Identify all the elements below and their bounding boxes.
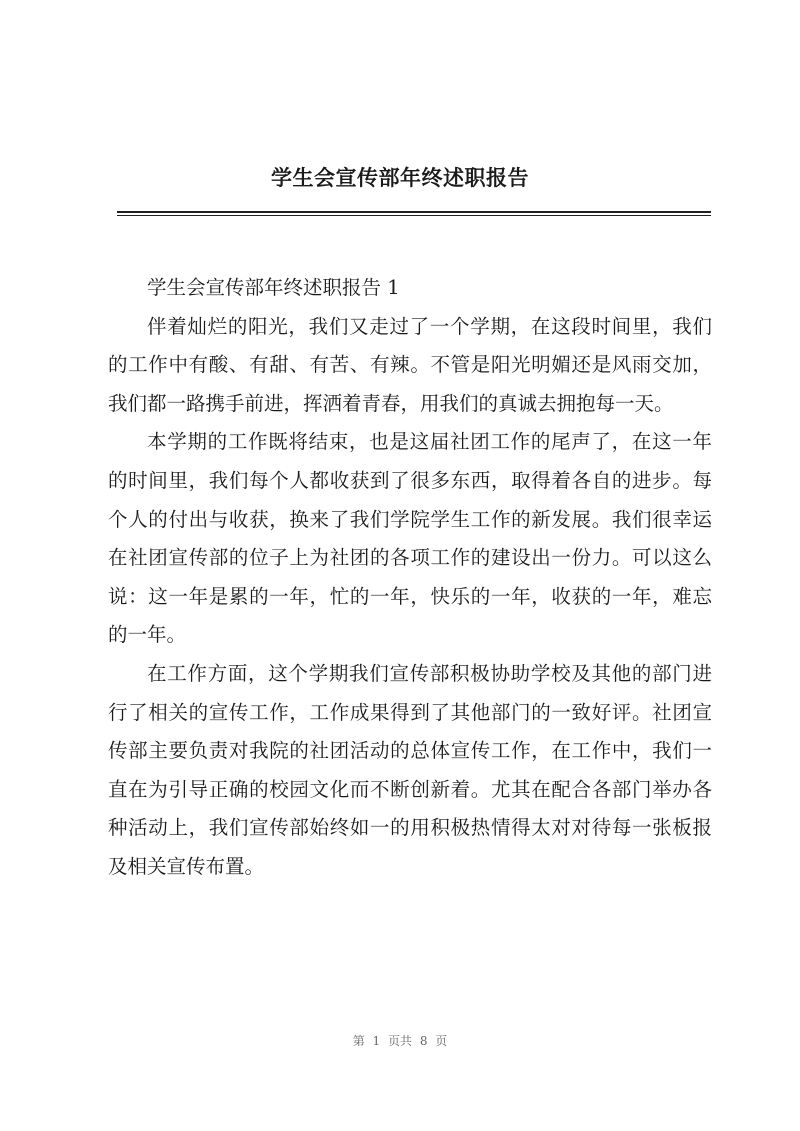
section-heading: 学生会宣传部年终述职报告 1 <box>147 276 400 299</box>
paragraph: 伴着灿烂的阳光，我们又走过了一个学期，在这段时间里，我们的工作中有酸、有甜、有苦、有辣。不管是阳光明媚还是风雨交加，我们都一路携手前进，挥洒着青春，用我们的真诚去拥抱每一天。 <box>108 314 712 415</box>
page-number: 第 1 页共 8 页 <box>352 1034 448 1048</box>
page-title: 学生会宣传部年终述职报告 <box>271 165 529 190</box>
paragraph: 在工作方面，这个学期我们宣传部积极协助学校及其他的部门进行了相关的宣传工作，工作成果得到了其他部门的一致好评。社团宣传部主要负责对我院的社团活动的总体宣传工作，在工作中，我们一直在为引导正确的校园文化而不断创新着。尤其在配合各部门举办各种活动上，我们宣传部始终如一的用积极热情得太对对待每一张板报及相关宣传布置。 <box>108 661 712 878</box>
document-body <box>108 269 712 887</box>
title-divider <box>117 211 711 213</box>
title-divider-thin <box>117 215 711 216</box>
paragraph: 本学期的工作既将结束，也是这届社团工作的尾声了，在这一年的时间里，我们每个人都收获到了很多东西，取得着各自的进步。每个人的付出与收获，换来了我们学院学生工作的新发展。我们很幸运在社团宣传部的位子上为社团的各项工作的建设出一份力。可以这么说：这一年是累的一年，忙的一年，快乐的一年，收获的一年，难忘的一年。 <box>108 430 712 647</box>
